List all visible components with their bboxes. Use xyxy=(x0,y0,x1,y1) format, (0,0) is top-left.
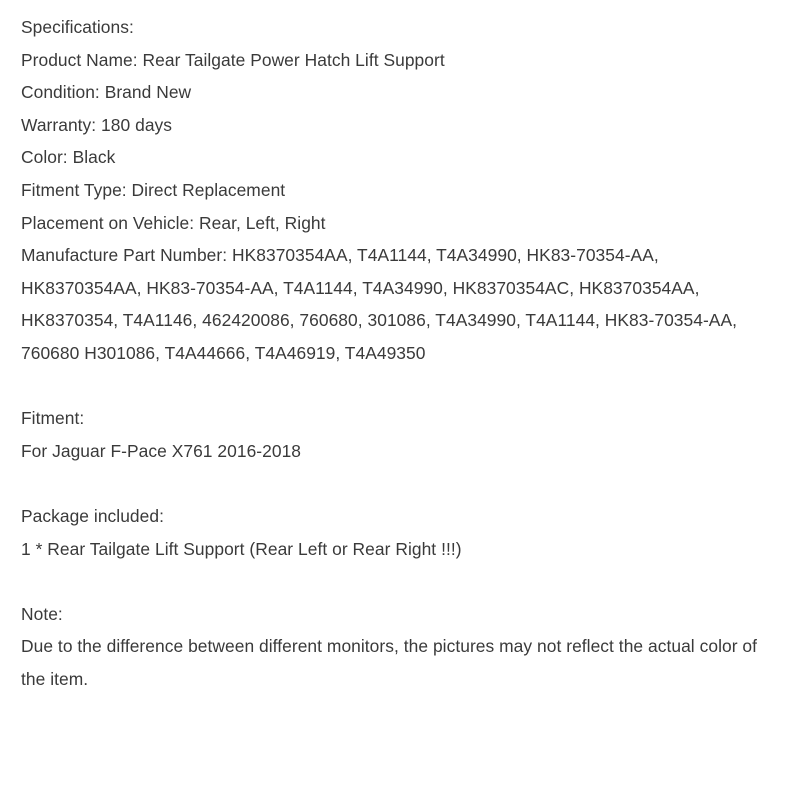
color: Color: Black xyxy=(21,147,116,168)
condition: Condition: Brand New xyxy=(21,82,192,103)
fitment-heading: Fitment: xyxy=(21,408,85,429)
part-number-line: HK8370354, T4A1146, 462420086, 760680, 301086, T4A34990, T4A1144, HK83-70354-AA, xyxy=(21,310,737,331)
note-text-line: the item. xyxy=(21,668,89,689)
specifications-heading: Specifications: xyxy=(21,17,134,37)
fitment-vehicle: For Jaguar F-Pace X761 2016-2018 xyxy=(21,440,302,461)
note-heading: Note: xyxy=(21,603,63,624)
part-number-line: Manufacture Part Number: HK8370354AA, T4A1144, T4A34990, HK83-70354-AA, xyxy=(21,245,659,266)
part-number-line: HK8370354AA, HK83-70354-AA, T4A1144, T4A34990, HK8370354AC, HK8370354AA, xyxy=(21,277,700,298)
warranty: Warranty: 180 days xyxy=(21,114,173,135)
note-text-line: Due to the difference between different monitors, the pictures may not reflect the actual color of xyxy=(21,636,758,657)
package-heading: Package included: xyxy=(21,505,164,526)
part-number-line: 760680 H301086, T4A44666, T4A46919, T4A49350 xyxy=(21,342,426,363)
spacer xyxy=(21,370,791,403)
package-contents: 1 * Rear Tailgate Lift Support (Rear Left or Rear Right !!!) xyxy=(21,538,462,559)
placement-on-vehicle: Placement on Vehicle: Rear, Left, Right xyxy=(21,212,326,233)
product-name: Product Name: Rear Tailgate Power Hatch Lift Support xyxy=(21,49,445,70)
spacer xyxy=(21,565,791,598)
fitment-type: Fitment Type: Direct Replacement xyxy=(21,179,286,200)
product-description xyxy=(21,11,791,695)
spacer xyxy=(21,467,791,500)
